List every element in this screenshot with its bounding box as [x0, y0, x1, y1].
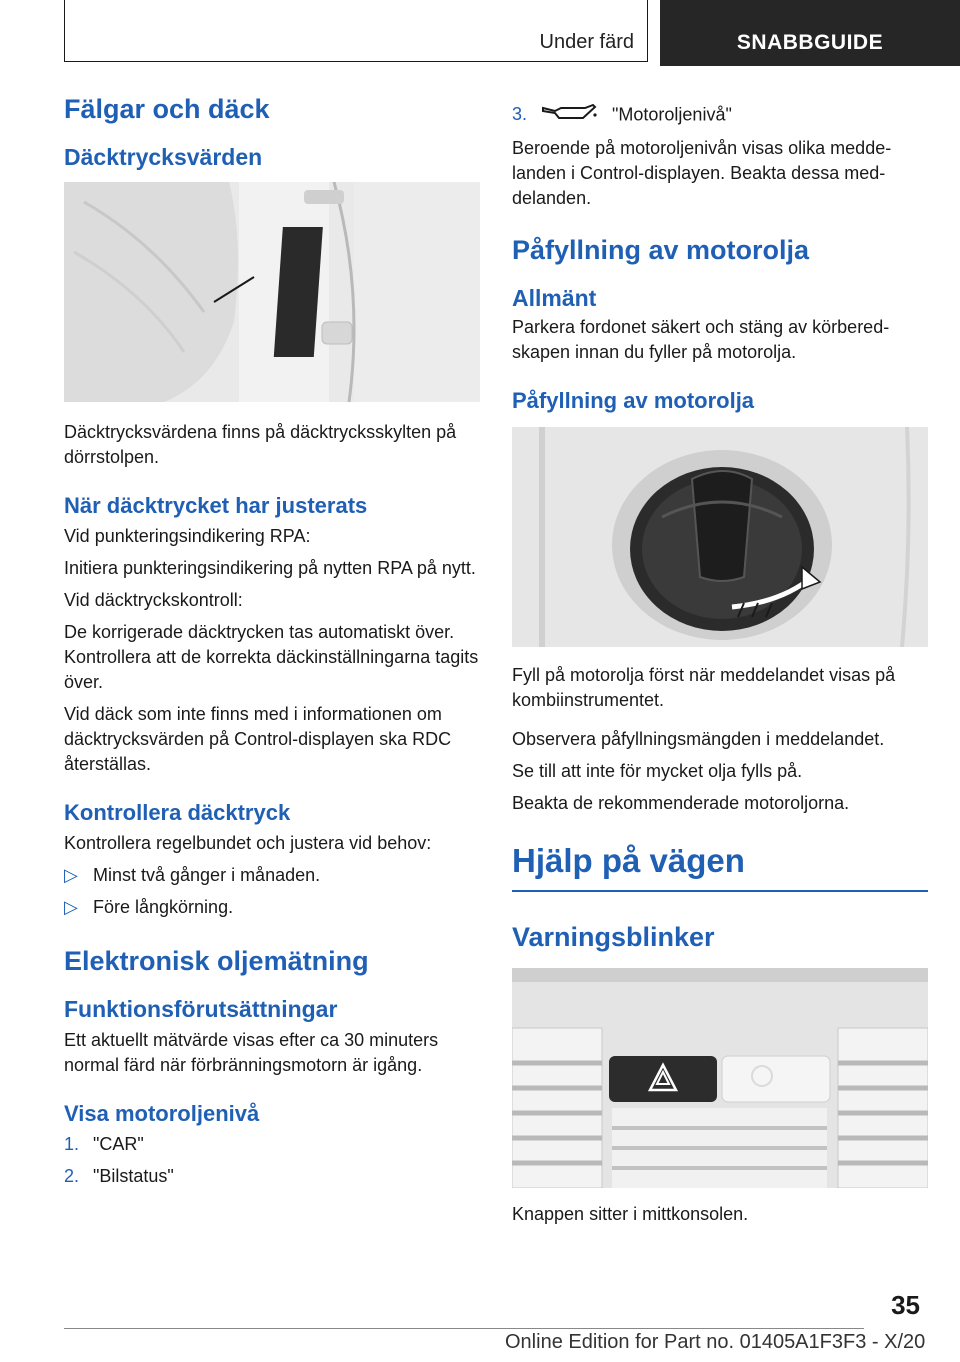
step-number: 2. [64, 1166, 80, 1186]
fill-heading: Påfyllning av motorolja [512, 388, 755, 413]
header-tab: SNABBGUIDE [660, 0, 960, 66]
help-section-title: Hjälp på vägen [512, 840, 928, 892]
list-item-text: Minst två gånger i månaden. [93, 865, 321, 885]
list-item [64, 1164, 480, 1189]
oil-level-heading: Visa motoroljenivå [64, 1101, 260, 1126]
paragraph: Vid däcktryckskontroll: [64, 590, 243, 610]
list-item-text: "Bilstatus" [93, 1166, 174, 1186]
left-column [64, 92, 480, 1196]
paragraph: Se till att inte för mycket olja fylls på. [512, 761, 803, 781]
list-item [64, 863, 480, 888]
list-item-text: Före långkörning. [93, 897, 234, 917]
list-item [64, 1132, 480, 1157]
step-number: 1. [64, 1134, 80, 1154]
paragraph: Kontrollera regelbundet och justera vid behov: [64, 833, 432, 853]
paragraph: Ett aktuellt mätvärde visas efter ca 30 minuters normal färd när förbränningsmotorn är igång. [64, 1030, 439, 1075]
paragraph: Initiera punkteringsindikering på nytten RPA på nytt. [64, 558, 476, 578]
paragraph: Beakta de rekommenderade motoroljorna. [512, 793, 850, 813]
page-header [64, 0, 960, 64]
step-text: "Motoroljenivå" [612, 104, 732, 125]
check-heading: Kontrollera däcktryck [64, 800, 291, 825]
header-section-title: Under färd [539, 31, 634, 53]
triangle-bullet-icon: ▷ [64, 897, 78, 917]
oil-cap-photo [512, 427, 928, 647]
hazard-console-illustration [512, 968, 928, 1188]
oil-steps-list [64, 1132, 480, 1189]
oil-can-icon [541, 102, 597, 129]
list-item-text: "CAR" [93, 1134, 144, 1154]
general-subsection-title: Allmänt [512, 285, 597, 311]
section-title: Fälgar och däck [64, 94, 270, 124]
paragraph: Vid däck som inte finns med i informationen om däcktrycksvärden på Control-displayen ska RDC återställas. [64, 704, 452, 774]
paragraph: Fyll på motorolja först när meddelandet visas på kombiinstrumentet. [512, 665, 896, 710]
paragraph: Parkera fordonet säkert och stäng av körberedskapen innan du fyller på motorolja. [512, 317, 890, 362]
hazard-subsection-title: Varningsblinker [512, 922, 715, 952]
list-item [64, 895, 480, 920]
step-number: 3. [512, 104, 528, 124]
door-pillar-photo [64, 182, 480, 402]
footer-edition: Online Edition for Part no. 01405A1F3F3 - X/20 [505, 1331, 926, 1353]
paragraph: Observera påfyllningsmängden i meddelandet. [512, 729, 885, 749]
step-3 [512, 102, 928, 129]
check-list [64, 863, 480, 920]
adjusted-heading: När däcktrycket har justerats [64, 493, 368, 518]
paragraph: Beroende på motoroljenivån visas olika meddelanden i Control-displayen. Beakta dessa meddelanden. [512, 138, 892, 208]
triangle-bullet-icon: ▷ [64, 865, 78, 885]
figure-caption: Knappen sitter i mittkonsolen. [512, 1204, 749, 1224]
footer-divider [64, 1328, 864, 1329]
figure-caption: Däcktrycksvärdena finns på däcktrycksskylten på dörrstolpen. [64, 422, 457, 467]
fill-section-title: Påfyllning av motorolja [512, 235, 810, 265]
oil-section-title: Elektronisk oljemätning [64, 946, 369, 976]
oil-subsection-title: Funktionsförutsättningar [64, 996, 338, 1022]
paragraph: Vid punkteringsindikering RPA: [64, 526, 311, 546]
page-number: 35 [891, 1290, 920, 1320]
door-pillar-illustration [64, 182, 480, 402]
paragraph: De korrigerade däcktrycken tas automatiskt över. Kontrollera att de korrekta däckinställningarna tagits över. [64, 622, 479, 692]
right-column [512, 102, 928, 1234]
subsection-title: Däcktrycksvärden [64, 144, 263, 170]
hazard-button-photo [512, 968, 928, 1188]
oil-cap-illustration [512, 427, 928, 647]
